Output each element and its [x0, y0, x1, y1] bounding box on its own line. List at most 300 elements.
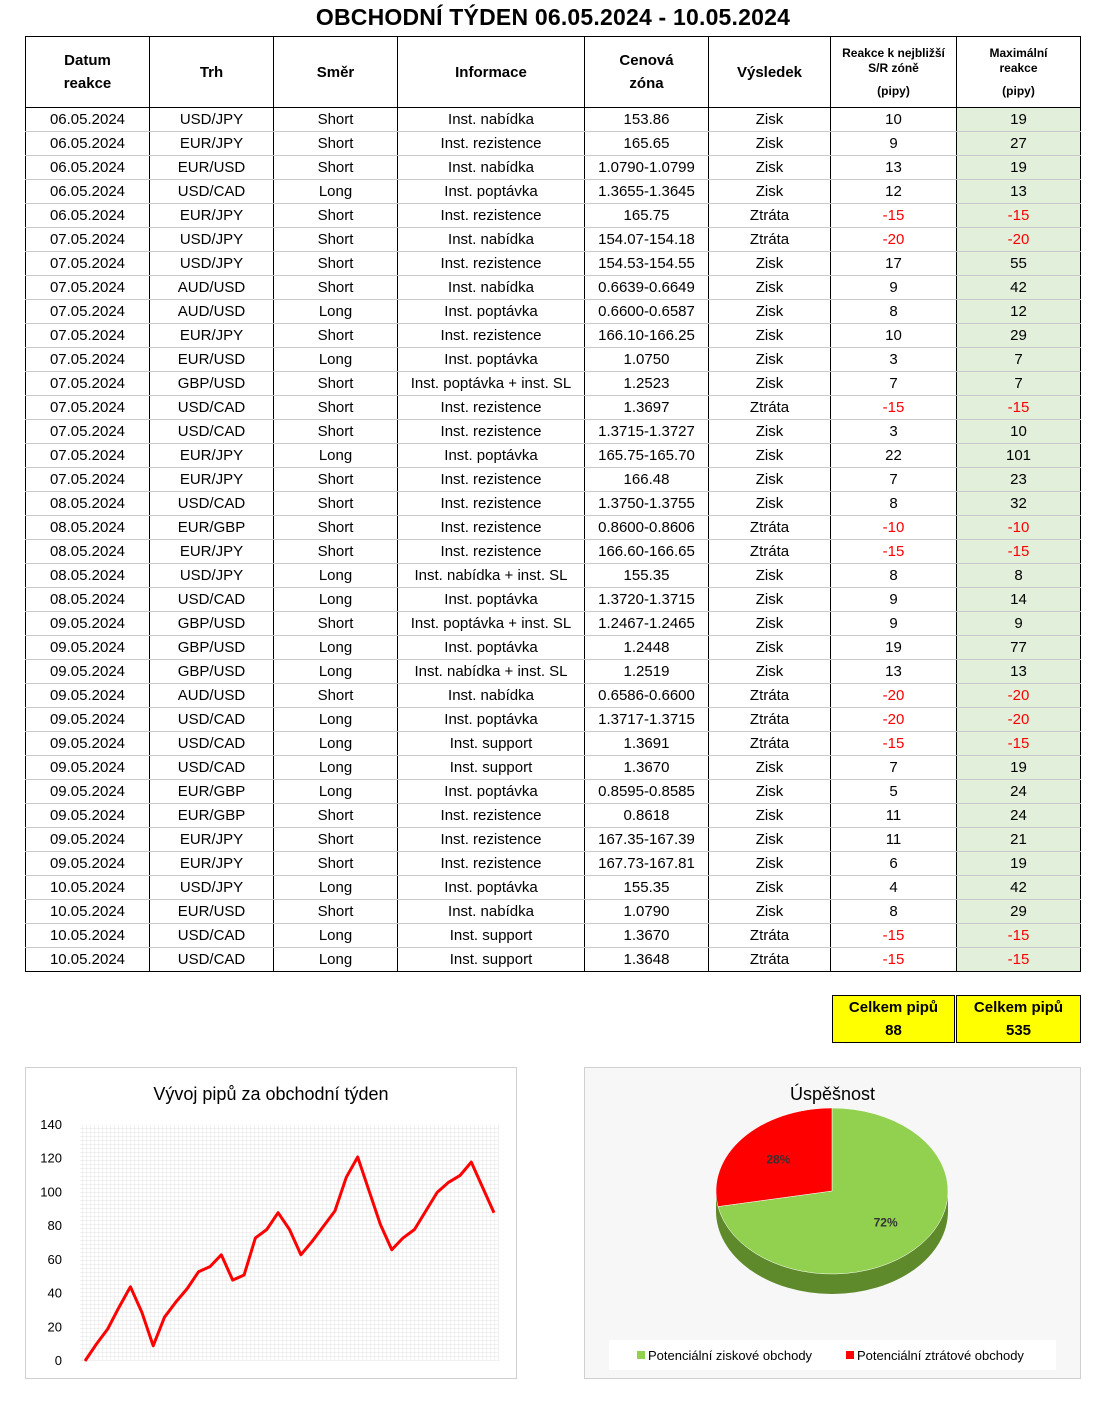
- cell-max-reaction: -20: [957, 708, 1081, 732]
- cell-reaction: 9: [831, 588, 957, 612]
- header-zone: Cenová zóna: [585, 37, 709, 108]
- cell-zone: 166.10-166.25: [585, 324, 709, 348]
- cell-result: Ztráta: [709, 396, 831, 420]
- cell-zone: 1.2448: [585, 636, 709, 660]
- cell-date: 08.05.2024: [26, 564, 150, 588]
- cell-reaction: -20: [831, 228, 957, 252]
- cell-reaction: -15: [831, 204, 957, 228]
- cell-market: EUR/JPY: [150, 444, 274, 468]
- cell-result: Zisk: [709, 468, 831, 492]
- cell-direction: Short: [274, 252, 398, 276]
- max-total-value: 535: [1005, 1022, 1032, 1039]
- table-row: [26, 108, 1081, 132]
- cell-direction: Long: [274, 180, 398, 204]
- cell-market: AUD/USD: [150, 276, 274, 300]
- cell-zone: 167.73-167.81: [585, 852, 709, 876]
- cell-info: Inst. poptávka: [398, 636, 585, 660]
- table-row: [26, 756, 1081, 780]
- cell-reaction: 19: [831, 636, 957, 660]
- cell-direction: Long: [274, 588, 398, 612]
- cell-info: Inst. rezistence: [398, 132, 585, 156]
- table-row: [26, 588, 1081, 612]
- line-chart-box: [25, 1067, 517, 1379]
- cell-direction: Short: [274, 372, 398, 396]
- cell-direction: Short: [274, 228, 398, 252]
- cell-date: 07.05.2024: [26, 228, 150, 252]
- cell-date: 09.05.2024: [26, 852, 150, 876]
- cell-zone: 0.8600-0.8606: [585, 516, 709, 540]
- cell-direction: Short: [274, 684, 398, 708]
- cell-direction: Long: [274, 444, 398, 468]
- cell-date: 07.05.2024: [26, 348, 150, 372]
- cell-zone: 1.3750-1.3755: [585, 492, 709, 516]
- cell-info: Inst. poptávka: [398, 876, 585, 900]
- cell-max-reaction: -15: [957, 204, 1081, 228]
- y-tick-label: 120: [40, 1150, 62, 1166]
- cell-result: Zisk: [709, 324, 831, 348]
- cell-result: Zisk: [709, 828, 831, 852]
- y-tick-label: 140: [40, 1117, 62, 1132]
- cell-market: USD/CAD: [150, 420, 274, 444]
- cell-result: Zisk: [709, 564, 831, 588]
- line-chart: [26, 1068, 516, 1378]
- cell-market: USD/CAD: [150, 180, 274, 204]
- cell-info: Inst. support: [398, 756, 585, 780]
- cell-direction: Short: [274, 204, 398, 228]
- table-row: [26, 780, 1081, 804]
- max-total-cell: [956, 995, 1081, 1043]
- cell-max-reaction: -15: [957, 732, 1081, 756]
- cell-max-reaction: -10: [957, 516, 1081, 540]
- cell-date: 09.05.2024: [26, 780, 150, 804]
- cell-info: Inst. poptávka + inst. SL: [398, 372, 585, 396]
- cell-market: EUR/JPY: [150, 540, 274, 564]
- cell-result: Zisk: [709, 444, 831, 468]
- cell-reaction: 3: [831, 420, 957, 444]
- table-header-row: [26, 37, 1081, 108]
- table-row: [26, 300, 1081, 324]
- cell-reaction: 9: [831, 612, 957, 636]
- cell-result: Zisk: [709, 852, 831, 876]
- cell-direction: Short: [274, 468, 398, 492]
- cell-result: Zisk: [709, 348, 831, 372]
- cell-info: Inst. rezistence: [398, 828, 585, 852]
- cell-info: Inst. rezistence: [398, 492, 585, 516]
- cell-direction: Short: [274, 540, 398, 564]
- cell-max-reaction: 19: [957, 156, 1081, 180]
- table-row: [26, 660, 1081, 684]
- table-row: [26, 492, 1081, 516]
- cell-info: Inst. support: [398, 924, 585, 948]
- cell-result: Zisk: [709, 132, 831, 156]
- cell-reaction: 7: [831, 468, 957, 492]
- cell-info: Inst. nabídka: [398, 108, 585, 132]
- cell-result: Zisk: [709, 276, 831, 300]
- cell-zone: 1.0790-1.0799: [585, 156, 709, 180]
- cell-zone: 155.35: [585, 564, 709, 588]
- cell-zone: 0.6600-0.6587: [585, 300, 709, 324]
- cell-info: Inst. nabídka: [398, 684, 585, 708]
- cell-market: EUR/USD: [150, 156, 274, 180]
- cell-market: USD/CAD: [150, 396, 274, 420]
- cell-date: 08.05.2024: [26, 492, 150, 516]
- cell-market: EUR/JPY: [150, 852, 274, 876]
- cell-result: Ztráta: [709, 732, 831, 756]
- cell-date: 08.05.2024: [26, 540, 150, 564]
- y-tick-label: 100: [40, 1184, 62, 1200]
- header-date: Datum reakce: [26, 37, 150, 108]
- cell-max-reaction: 23: [957, 468, 1081, 492]
- cell-reaction: 4: [831, 876, 957, 900]
- cell-market: GBP/USD: [150, 612, 274, 636]
- cell-market: GBP/USD: [150, 660, 274, 684]
- table-row: [26, 204, 1081, 228]
- cell-max-reaction: -20: [957, 684, 1081, 708]
- reaction-total-cell: [832, 995, 955, 1043]
- cell-result: Zisk: [709, 252, 831, 276]
- cell-max-reaction: 9: [957, 612, 1081, 636]
- cell-result: Ztráta: [709, 708, 831, 732]
- cell-direction: Long: [274, 780, 398, 804]
- cell-info: Inst. rezistence: [398, 420, 585, 444]
- cell-result: Ztráta: [709, 540, 831, 564]
- cell-zone: 0.6639-0.6649: [585, 276, 709, 300]
- table-row: [26, 804, 1081, 828]
- cell-result: Zisk: [709, 756, 831, 780]
- cell-zone: 1.3670: [585, 924, 709, 948]
- cell-date: 07.05.2024: [26, 420, 150, 444]
- cell-market: GBP/USD: [150, 636, 274, 660]
- cell-max-reaction: -15: [957, 540, 1081, 564]
- cell-max-reaction: 32: [957, 492, 1081, 516]
- cell-info: Inst. rezistence: [398, 204, 585, 228]
- cell-max-reaction: 24: [957, 804, 1081, 828]
- cell-market: AUD/USD: [150, 684, 274, 708]
- cell-reaction: 13: [831, 156, 957, 180]
- legend-swatch: [846, 1351, 854, 1359]
- cell-max-reaction: 21: [957, 828, 1081, 852]
- cell-market: GBP/USD: [150, 372, 274, 396]
- cell-info: Inst. support: [398, 948, 585, 972]
- y-tick-label: 80: [47, 1218, 62, 1234]
- cell-market: USD/CAD: [150, 492, 274, 516]
- cell-direction: Long: [274, 876, 398, 900]
- cell-zone: 1.3648: [585, 948, 709, 972]
- table-row: [26, 612, 1081, 636]
- cell-market: USD/CAD: [150, 588, 274, 612]
- cell-reaction: 5: [831, 780, 957, 804]
- cell-result: Ztráta: [709, 204, 831, 228]
- cell-zone: 1.2519: [585, 660, 709, 684]
- cell-reaction: 7: [831, 372, 957, 396]
- cell-zone: 1.3715-1.3727: [585, 420, 709, 444]
- cell-reaction: -15: [831, 924, 957, 948]
- cell-zone: 1.0790: [585, 900, 709, 924]
- table-row: [26, 948, 1081, 972]
- cell-info: Inst. poptávka: [398, 588, 585, 612]
- legend-entry: Potenciální ziskové obchody: [648, 1348, 813, 1363]
- cell-max-reaction: 12: [957, 300, 1081, 324]
- cell-reaction: -15: [831, 732, 957, 756]
- line-chart-title: Vývoj pipů za obchodní týden: [153, 1084, 389, 1104]
- cell-zone: 1.2523: [585, 372, 709, 396]
- header-market: Trh: [150, 37, 274, 108]
- cell-info: Inst. support: [398, 732, 585, 756]
- table-row: [26, 348, 1081, 372]
- cell-market: USD/JPY: [150, 876, 274, 900]
- cell-zone: 1.2467-1.2465: [585, 612, 709, 636]
- legend-entry: Potenciální ztrátové obchody: [857, 1348, 1024, 1363]
- cell-info: Inst. rezistence: [398, 324, 585, 348]
- cell-market: EUR/USD: [150, 900, 274, 924]
- cell-direction: Short: [274, 132, 398, 156]
- cell-date: 07.05.2024: [26, 300, 150, 324]
- cell-market: USD/JPY: [150, 228, 274, 252]
- cell-market: USD/JPY: [150, 108, 274, 132]
- cell-market: USD/JPY: [150, 564, 274, 588]
- cell-max-reaction: 19: [957, 852, 1081, 876]
- cell-market: EUR/JPY: [150, 204, 274, 228]
- cell-max-reaction: 29: [957, 324, 1081, 348]
- cell-result: Zisk: [709, 108, 831, 132]
- cell-reaction: -15: [831, 948, 957, 972]
- table-row: [26, 636, 1081, 660]
- cell-reaction: 8: [831, 492, 957, 516]
- cell-zone: 0.6586-0.6600: [585, 684, 709, 708]
- cell-reaction: 8: [831, 900, 957, 924]
- cell-info: Inst. nabídka + inst. SL: [398, 564, 585, 588]
- cell-market: USD/CAD: [150, 732, 274, 756]
- cell-reaction: 11: [831, 828, 957, 852]
- cell-info: Inst. poptávka + inst. SL: [398, 612, 585, 636]
- cell-date: 09.05.2024: [26, 756, 150, 780]
- table-row: [26, 852, 1081, 876]
- cell-date: 09.05.2024: [26, 732, 150, 756]
- cell-zone: 165.75: [585, 204, 709, 228]
- cell-zone: 155.35: [585, 876, 709, 900]
- cell-date: 06.05.2024: [26, 108, 150, 132]
- cell-max-reaction: 42: [957, 876, 1081, 900]
- table-row: [26, 228, 1081, 252]
- cell-market: USD/CAD: [150, 948, 274, 972]
- cell-reaction: 10: [831, 324, 957, 348]
- cell-zone: 166.60-166.65: [585, 540, 709, 564]
- cell-max-reaction: 10: [957, 420, 1081, 444]
- cell-reaction: -20: [831, 684, 957, 708]
- cell-reaction: 17: [831, 252, 957, 276]
- y-tick-label: 60: [47, 1251, 62, 1267]
- table-row: [26, 324, 1081, 348]
- cell-direction: Short: [274, 156, 398, 180]
- cell-date: 09.05.2024: [26, 636, 150, 660]
- table-row: [26, 420, 1081, 444]
- cell-direction: Long: [274, 756, 398, 780]
- cell-market: USD/CAD: [150, 708, 274, 732]
- cell-zone: 1.3670: [585, 756, 709, 780]
- table-row: [26, 132, 1081, 156]
- cell-max-reaction: -15: [957, 396, 1081, 420]
- cell-date: 09.05.2024: [26, 828, 150, 852]
- cell-zone: 1.3717-1.3715: [585, 708, 709, 732]
- cell-reaction: -15: [831, 396, 957, 420]
- cell-max-reaction: 42: [957, 276, 1081, 300]
- cell-zone: 153.86: [585, 108, 709, 132]
- cell-max-reaction: 7: [957, 372, 1081, 396]
- cell-info: Inst. poptávka: [398, 180, 585, 204]
- max-total-label: Celkem pipů: [973, 999, 1064, 1016]
- pie-slice-label: 72%: [873, 1215, 898, 1230]
- table-row: [26, 396, 1081, 420]
- cell-result: Zisk: [709, 804, 831, 828]
- cell-zone: 154.53-154.55: [585, 252, 709, 276]
- cell-max-reaction: -15: [957, 924, 1081, 948]
- table-body: [26, 108, 1081, 972]
- cell-zone: 167.35-167.39: [585, 828, 709, 852]
- cell-market: EUR/JPY: [150, 324, 274, 348]
- cell-date: 07.05.2024: [26, 468, 150, 492]
- cell-info: Inst. poptávka: [398, 780, 585, 804]
- cell-direction: Long: [274, 660, 398, 684]
- cell-market: EUR/JPY: [150, 828, 274, 852]
- cell-result: Zisk: [709, 636, 831, 660]
- cell-info: Inst. nabídka: [398, 228, 585, 252]
- cell-market: EUR/USD: [150, 348, 274, 372]
- y-tick-label: 40: [47, 1285, 62, 1301]
- table-row: [26, 516, 1081, 540]
- cell-date: 07.05.2024: [26, 276, 150, 300]
- cell-date: 07.05.2024: [26, 444, 150, 468]
- cell-result: Ztráta: [709, 684, 831, 708]
- cell-result: Zisk: [709, 300, 831, 324]
- cell-reaction: 8: [831, 564, 957, 588]
- cell-result: Zisk: [709, 612, 831, 636]
- cell-max-reaction: 24: [957, 780, 1081, 804]
- cell-reaction: 10: [831, 108, 957, 132]
- cell-date: 06.05.2024: [26, 132, 150, 156]
- cell-info: Inst. nabídka: [398, 276, 585, 300]
- cell-reaction: 12: [831, 180, 957, 204]
- cell-direction: Short: [274, 612, 398, 636]
- cell-date: 07.05.2024: [26, 252, 150, 276]
- cell-reaction: -20: [831, 708, 957, 732]
- cell-zone: 1.3697: [585, 396, 709, 420]
- cell-market: EUR/JPY: [150, 132, 274, 156]
- cell-direction: Long: [274, 948, 398, 972]
- cell-date: 10.05.2024: [26, 876, 150, 900]
- cell-info: Inst. rezistence: [398, 468, 585, 492]
- cell-market: AUD/USD: [150, 300, 274, 324]
- cell-direction: Short: [274, 516, 398, 540]
- cell-date: 10.05.2024: [26, 948, 150, 972]
- cell-result: Ztráta: [709, 948, 831, 972]
- cell-result: Zisk: [709, 492, 831, 516]
- cell-market: EUR/GBP: [150, 780, 274, 804]
- cell-direction: Short: [274, 396, 398, 420]
- cell-reaction: 7: [831, 756, 957, 780]
- cell-zone: 1.0750: [585, 348, 709, 372]
- plot-area: [80, 1125, 499, 1361]
- cell-reaction: 6: [831, 852, 957, 876]
- cell-direction: Long: [274, 348, 398, 372]
- cell-market: EUR/GBP: [150, 804, 274, 828]
- cell-direction: Short: [274, 420, 398, 444]
- table-row: [26, 252, 1081, 276]
- cell-market: EUR/JPY: [150, 468, 274, 492]
- cell-market: EUR/GBP: [150, 516, 274, 540]
- cell-info: Inst. rezistence: [398, 804, 585, 828]
- cell-direction: Long: [274, 300, 398, 324]
- cell-direction: Short: [274, 804, 398, 828]
- cell-max-reaction: 7: [957, 348, 1081, 372]
- cell-result: Zisk: [709, 420, 831, 444]
- cell-info: Inst. rezistence: [398, 396, 585, 420]
- cell-direction: Long: [274, 564, 398, 588]
- header-info: Informace: [398, 37, 585, 108]
- cell-direction: Short: [274, 276, 398, 300]
- cell-date: 09.05.2024: [26, 684, 150, 708]
- pie-chart-title: Úspěšnost: [789, 1084, 876, 1104]
- table-row: [26, 540, 1081, 564]
- cell-info: Inst. poptávka: [398, 708, 585, 732]
- cell-date: 06.05.2024: [26, 156, 150, 180]
- cell-date: 07.05.2024: [26, 396, 150, 420]
- cell-market: USD/CAD: [150, 756, 274, 780]
- cell-date: 07.05.2024: [26, 372, 150, 396]
- cell-result: Ztráta: [709, 516, 831, 540]
- cell-max-reaction: 27: [957, 132, 1081, 156]
- cell-max-reaction: -20: [957, 228, 1081, 252]
- header-max-reaction: Maximální reakce (pipy): [957, 37, 1081, 108]
- cell-date: 10.05.2024: [26, 900, 150, 924]
- pie-chart-box: [584, 1067, 1081, 1379]
- cell-result: Zisk: [709, 588, 831, 612]
- cell-result: Zisk: [709, 900, 831, 924]
- table-row: [26, 180, 1081, 204]
- cell-max-reaction: 55: [957, 252, 1081, 276]
- cell-date: 07.05.2024: [26, 324, 150, 348]
- cell-direction: Short: [274, 492, 398, 516]
- cell-direction: Short: [274, 828, 398, 852]
- cell-max-reaction: 14: [957, 588, 1081, 612]
- cell-date: 09.05.2024: [26, 708, 150, 732]
- cell-info: Inst. rezistence: [398, 540, 585, 564]
- cell-reaction: 9: [831, 276, 957, 300]
- cell-max-reaction: 77: [957, 636, 1081, 660]
- cell-reaction: 9: [831, 132, 957, 156]
- cell-date: 09.05.2024: [26, 660, 150, 684]
- cell-result: Ztráta: [709, 924, 831, 948]
- reaction-total-value: 88: [885, 1022, 902, 1039]
- table-row: [26, 732, 1081, 756]
- header-direction: Směr: [274, 37, 398, 108]
- cell-zone: 0.8618: [585, 804, 709, 828]
- cell-info: Inst. rezistence: [398, 852, 585, 876]
- table-row: [26, 828, 1081, 852]
- cell-date: 09.05.2024: [26, 612, 150, 636]
- cell-date: 06.05.2024: [26, 180, 150, 204]
- cell-reaction: -10: [831, 516, 957, 540]
- cell-max-reaction: 101: [957, 444, 1081, 468]
- y-tick-label: 20: [47, 1319, 62, 1335]
- table-row: [26, 372, 1081, 396]
- cell-reaction: 22: [831, 444, 957, 468]
- cell-date: 10.05.2024: [26, 924, 150, 948]
- cell-info: Inst. poptávka: [398, 444, 585, 468]
- legend-swatch: [637, 1351, 645, 1359]
- cell-result: Zisk: [709, 876, 831, 900]
- cell-info: Inst. poptávka: [398, 348, 585, 372]
- cell-zone: 1.3691: [585, 732, 709, 756]
